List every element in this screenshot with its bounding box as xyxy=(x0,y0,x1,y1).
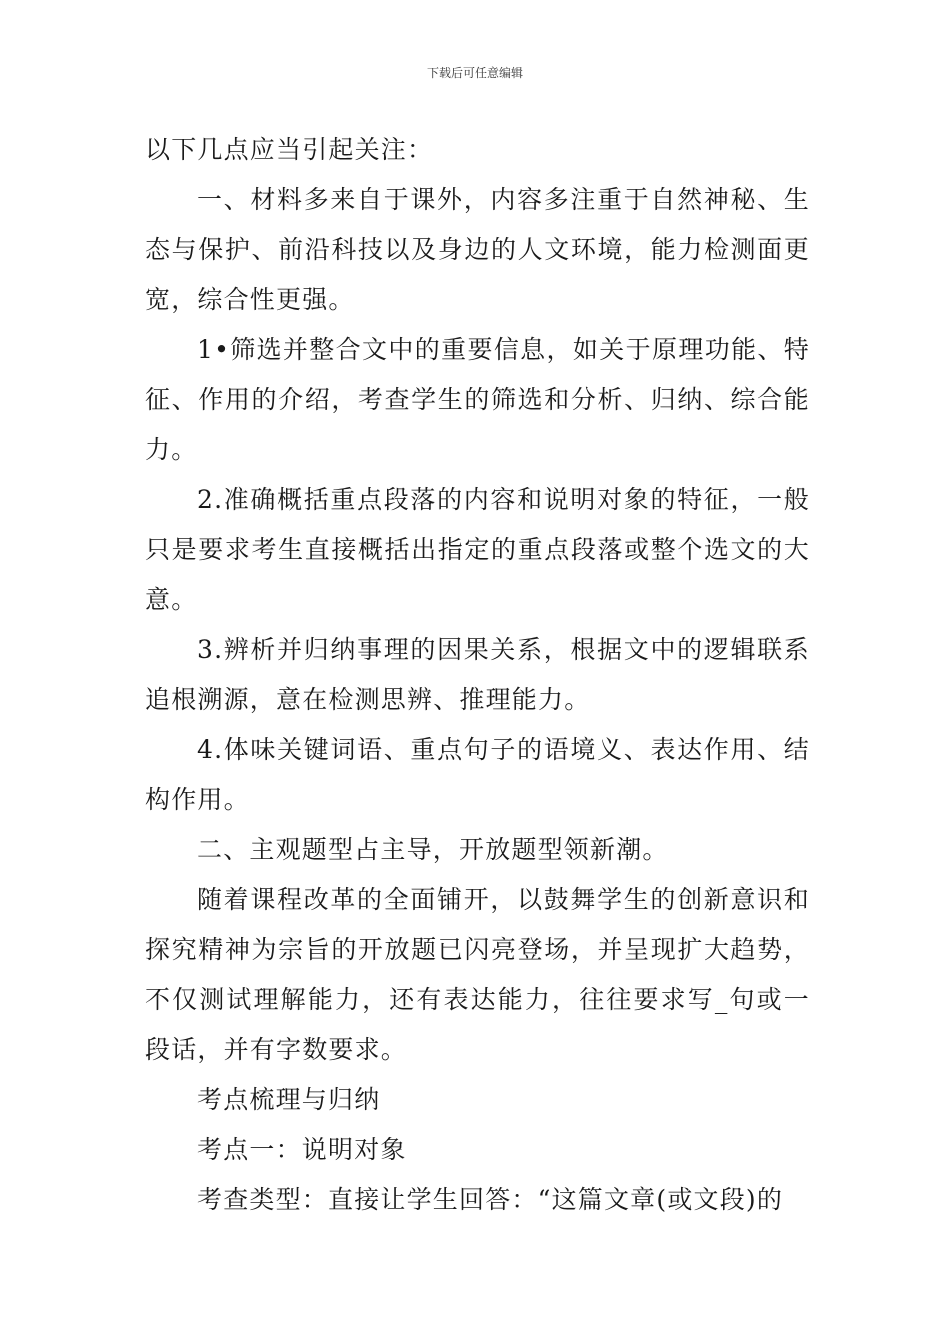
paragraph-heading-review: 考点梳理与归纳 xyxy=(197,1085,381,1114)
paragraph-point-4: 4.体味关键词语、重点句子的语境义、表达作用、结构作用。 xyxy=(145,735,810,814)
paragraph-question-type: 考查类型：直接让学生回答：“这篇文章(或文段)的 xyxy=(197,1185,784,1214)
paragraph-section-one: 一、材料多来自于课外，内容多注重于自然神秘、生态与保护、前沿科技以及身边的人文环境，能力检测面更宽，综合性更强。 xyxy=(145,185,810,314)
paragraph-point-3: 3.辨析并归纳事理的因果关系，根据文中的逻辑联系追根溯源，意在检测思辨、推理能力。 xyxy=(145,635,810,714)
paragraph-point-1: 1•筛选并整合文中的重要信息，如关于原理功能、特征、作用的介绍，考查学生的筛选和分析、归纳、综合能力。 xyxy=(145,335,810,464)
document-body xyxy=(145,125,810,1225)
paragraph-point-2: 2.准确概括重点段落的内容和说明对象的特征，一般只是要求考生直接概括出指定的重点段落或整个选文的大意。 xyxy=(145,485,810,614)
paragraph-open-questions: 随着课程改革的全面铺开，以鼓舞学生的创新意识和探究精神为宗旨的开放题已闪亮登场，并呈现扩大趋势，不仅测试理解能力，还有表达能力，往往要求写_句或一段话，并有字数要求。 xyxy=(145,885,810,1064)
paragraph-intro: 以下几点应当引起关注： xyxy=(145,135,434,164)
paragraph-heading-point-one: 考点一：说明对象 xyxy=(197,1135,407,1164)
page-header: 下载后可任意编辑 xyxy=(426,66,523,80)
paragraph-section-two: 二、主观题型占主导，开放题型领新潮。 xyxy=(197,835,669,864)
